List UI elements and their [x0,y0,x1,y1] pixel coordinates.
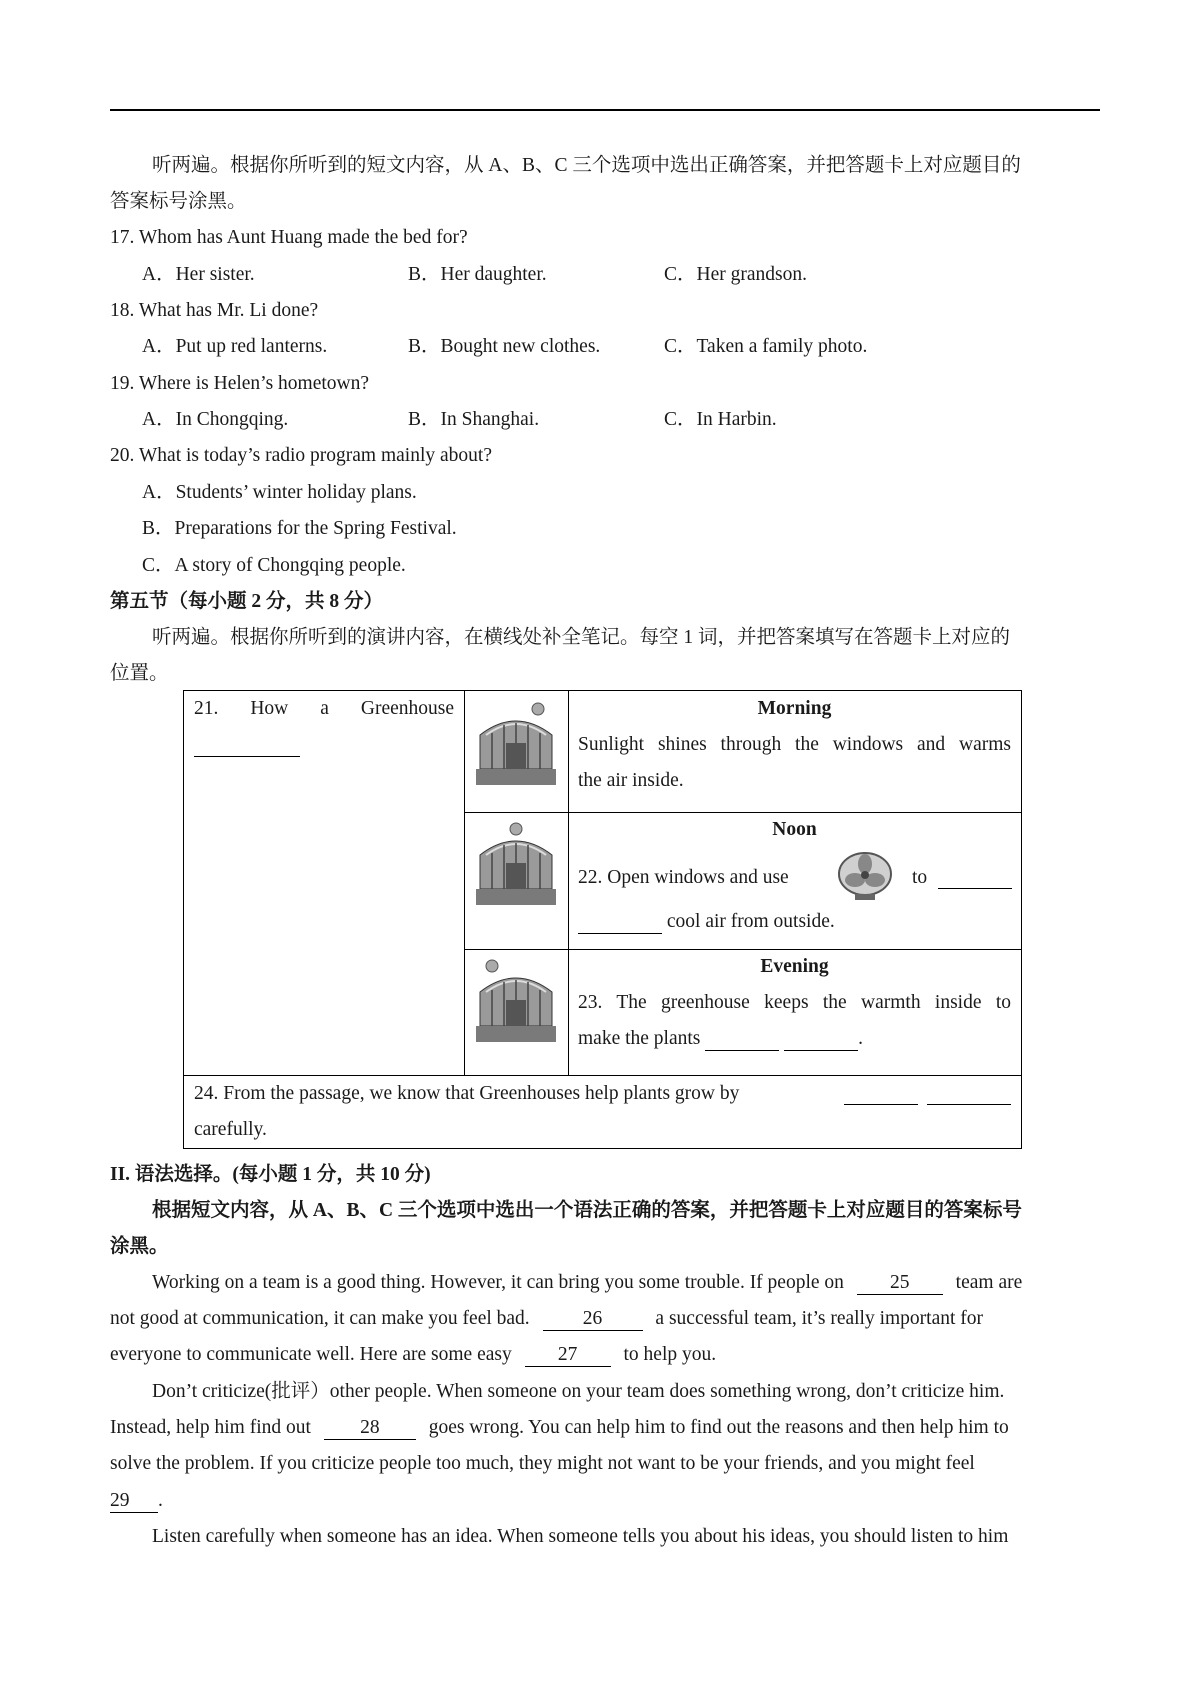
passage-line: solve the problem. If you criticize people too much, they might not want to be your friends, and you might feel [110,1453,975,1474]
header-rule [110,109,1100,111]
q24-cell [194,1076,1011,1148]
passage-line: Listen carefully when someone has an idea. When someone tells you about his ideas, you should listen to him [152,1526,1009,1547]
noon-text: cool air from outside. [666,911,835,932]
blank-26[interactable]: 26 [543,1308,643,1331]
table-divider [464,691,465,1076]
greenhouse-noon-image [476,819,556,907]
noon-cell [578,812,1011,940]
option-b: B．Her daughter. [408,264,547,285]
blank-29[interactable]: 29 [110,1490,158,1513]
passage-line: Working on a team is a good thing. However, it can bring you some trouble. If people on 25 team are [152,1272,1023,1293]
question-19: 19. Where is Helen’s hometown? [110,373,370,394]
fan-icon [835,850,895,902]
evening-cell: Evening 23. The greenhouse keeps the warmth inside to make the plants . [578,949,1011,1057]
instruction-line: 涂黑。 [110,1236,169,1257]
section-title: 第五节（每小题 2 分，共 8 分） [110,591,384,612]
answer-blank[interactable] [938,866,1012,889]
option-b: B．Bought new clothes. [408,336,601,357]
table-title-cell [194,691,454,763]
option-c: C．A story of Chongqing people. [142,555,406,576]
answer-blank[interactable] [844,1082,918,1105]
morning-heading: Morning [757,698,832,719]
table-title: 21. How a Greenhouse [194,698,454,719]
evening-text: 23. The greenhouse keeps the warmth inside to [578,992,1011,1013]
blank-28[interactable]: 28 [324,1417,416,1440]
q24-text: carefully. [194,1119,267,1140]
answer-blank[interactable] [194,734,300,757]
evening-text: make the plants [578,1028,701,1049]
instruction-line: 听两遍。根据你所听到的演讲内容，在横线处补全笔记。每空 1 词，并把答案填写在答题卡上对应的 [152,627,1011,648]
answer-blank[interactable] [927,1082,1011,1105]
table-divider [568,691,569,1076]
option-b: B．Preparations for the Spring Festival. [142,518,457,539]
option-c: C．Taken a family photo. [664,336,868,357]
option-a: A．Her sister. [142,264,255,285]
question-20: 20. What is today’s radio program mainly about? [110,445,492,466]
question-17: 17. Whom has Aunt Huang made the bed for? [110,227,468,248]
section-title: II. 语法选择。(每小题 1 分，共 10 分) [110,1164,431,1185]
option-c: C．In Harbin. [664,409,777,430]
greenhouse-evening-image [476,956,556,1044]
answer-blank[interactable] [578,911,662,934]
passage-line: 29 . [110,1490,163,1511]
option-a: A．Put up red lanterns. [142,336,328,357]
noon-text: to [912,867,928,888]
instruction-line: 听两遍。根据你所听到的短文内容，从 A、B、C 三个选项中选出正确答案，并把答题卡上对应题目的 [152,155,1021,176]
morning-cell [578,691,1011,799]
answer-blank[interactable] [705,1028,779,1051]
instruction-line: 答案标号涂黑。 [110,191,247,212]
instruction-line: 根据短文内容，从 A、B、C 三个选项中选出一个语法正确的答案，并把答题卡上对应题目的答案标号 [152,1200,1022,1221]
morning-text: Sunlight shines through the windows and warms [578,734,1011,755]
instruction-line: 位置。 [110,663,169,684]
option-a: A．Students’ winter holiday plans. [142,482,417,503]
blank-27[interactable]: 27 [525,1344,611,1367]
option-c: C．Her grandson. [664,264,807,285]
q24-text: 24. From the passage, we know that Greenhouses help plants grow by [194,1083,740,1104]
answer-blank[interactable] [784,1028,858,1051]
noon-text: 22. Open windows and use [578,867,789,888]
passage-line: not good at communication, it can make you feel bad. 26 a successful team, it’s really important for [110,1308,984,1329]
passage-line: Don’t criticize(批评）other people. When someone on your team does something wrong, don’t criticize him. [152,1381,1005,1402]
noon-heading: Noon [772,819,817,840]
option-b: B．In Shanghai. [408,409,540,430]
greenhouse-sun-image [476,699,556,787]
question-18: 18. What has Mr. Li done? [110,300,319,321]
blank-25[interactable]: 25 [857,1272,943,1295]
notes-table [183,690,1022,1149]
passage-line: everyone to communicate well. Here are some easy 27 to help you. [110,1344,717,1365]
evening-heading: Evening [760,956,829,977]
option-a: A．In Chongqing. [142,409,289,430]
morning-text: the air inside. [578,770,684,791]
passage-line: Instead, help him find out 28 goes wrong. You can help him to find out the reasons and then help him to [110,1417,1009,1438]
